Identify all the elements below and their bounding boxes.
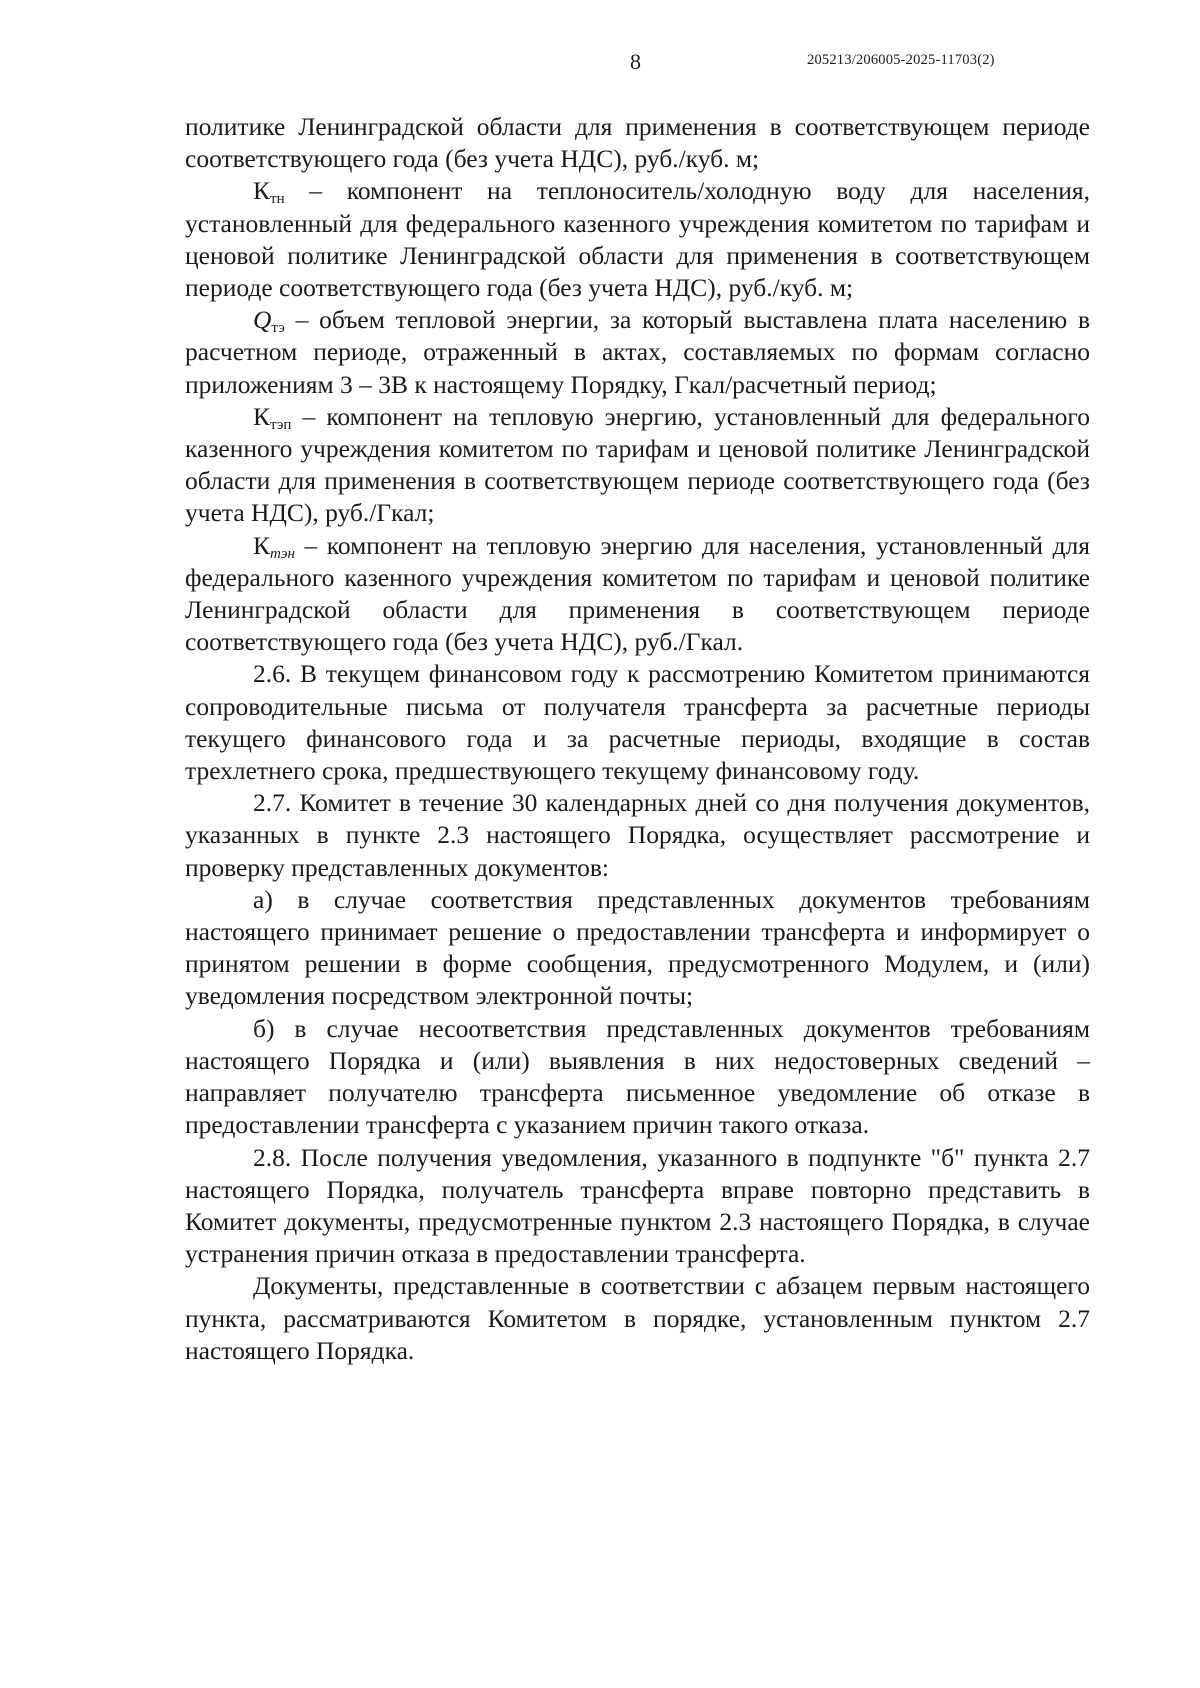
paragraph-subitem-b: [185, 1013, 1090, 1142]
symbol-subscript: тн: [270, 191, 285, 208]
paragraph-section-2-8: [185, 1142, 1090, 1271]
paragraph-text: а) в случае соответствия представленных документов требованиям настоящего принимает решение о предоставлении трансферта и информирует о принятом решении в форме сообщения, предусмотренного Модулем, и (или) уведомления посредством электронной почты;: [185, 884, 1090, 1011]
symbol-letter: Q: [253, 305, 272, 335]
paragraph-continuation: [185, 111, 1090, 175]
paragraph-definition-qte: [185, 304, 1090, 401]
document-body: [185, 111, 1090, 1367]
symbol-subscript: тэн: [270, 545, 295, 562]
document-id: 205213/206005-2025-11703(2): [807, 52, 995, 68]
formula-symbol: [253, 402, 291, 431]
symbol-subscript: тэп: [270, 416, 292, 433]
paragraph-definition-ktn: [185, 175, 1090, 304]
paragraph-text: – компонент на тепловую энергию, установленный для федерального казенного учреждения комитетом по тарифам и ценовой политике Ленинградской области для применения в соответствующем периоде соответствующего года (без учета НДС), руб./Гкал;: [185, 401, 1090, 528]
paragraph-text: – компонент на тепловую энергию для населения, установленный для федерального казенного учреждения комитетом по тарифам и ценовой политике Ленинградской области для применения в соответствующем периоде соответствующего года (без учета НДС), руб./Гкал.: [185, 530, 1090, 657]
paragraph-section-2-6: [185, 658, 1090, 787]
paragraph-definition-kten: [185, 530, 1090, 659]
symbol-letter: К: [253, 530, 271, 560]
paragraph-definition-ktep: [185, 401, 1090, 530]
paragraph-subitem-a: [185, 884, 1090, 1013]
formula-symbol: [253, 176, 285, 208]
paragraph-text: – объем тепловой энергии, за который выставлена плата населению в расчетном периоде, отраженный в актах, составляемых по формам согласно приложениям 3 – 3В к настоящему Порядку, Гкал/расчетный период;: [185, 305, 1090, 399]
formula-symbol: [253, 305, 285, 337]
paragraph-documents: [185, 1270, 1090, 1367]
paragraph-text: 2.7. Комитет в течение 30 календарных дней со дня получения документов, указанных в пункте 2.3 настоящего Порядка, осуществляет рассмотрение и проверку представленных документов:: [185, 788, 1090, 882]
page-number: 8: [630, 49, 641, 74]
paragraph-text: Документы, представленные в соответствии с абзацем первым настоящего пункта, рассматриваются Комитетом в порядке, установленным пунктом 2.7 настоящего Порядка.: [185, 1271, 1090, 1365]
symbol-subscript: тэ: [271, 320, 285, 337]
paragraph-section-2-7: [185, 787, 1090, 884]
symbol-letter: К: [253, 176, 271, 206]
symbol-letter: К: [253, 401, 271, 431]
paragraph-text: – компонент на теплоноситель/холодную воду для населения, установленный для федерального казенного учреждения комитетом по тарифам и ценовой политике Ленинградской области для применения в соответствующем периоде соответствующего года (без учета НДС), руб./куб. м;: [185, 176, 1090, 303]
paragraph-text: 2.6. В текущем финансовом году к рассмотрению Комитетом принимаются сопроводительные письма от получателя трансферта за расчетные периоды текущего финансового года и за расчетные периоды, входящие в состав трехлетнего срока, предшествующего текущему финансовому году.: [185, 659, 1090, 786]
paragraph-text: 2.8. После получения уведомления, указанного в подпункте "б" пункта 2.7 настоящего Порядка, получатель трансферта вправе повторно представить в Комитет документы, предусмотренные пунктом 2.3 настоящего Порядка, в случае устранения причин отказа в предоставлении трансферта.: [185, 1142, 1090, 1269]
paragraph-text: политике Ленинградской области для применения в соответствующем периоде соответствующего года (без учета НДС), руб./куб. м;: [185, 112, 1090, 174]
formula-symbol: [253, 531, 295, 560]
paragraph-text: б) в случае несоответствия представленных документов требованиям настоящего Порядка и (или) выявления в них недостоверных сведений – направляет получателю трансферта письменное уведомление об отказе в предоставлении трансферта с указанием причин такого отказа.: [185, 1013, 1090, 1140]
